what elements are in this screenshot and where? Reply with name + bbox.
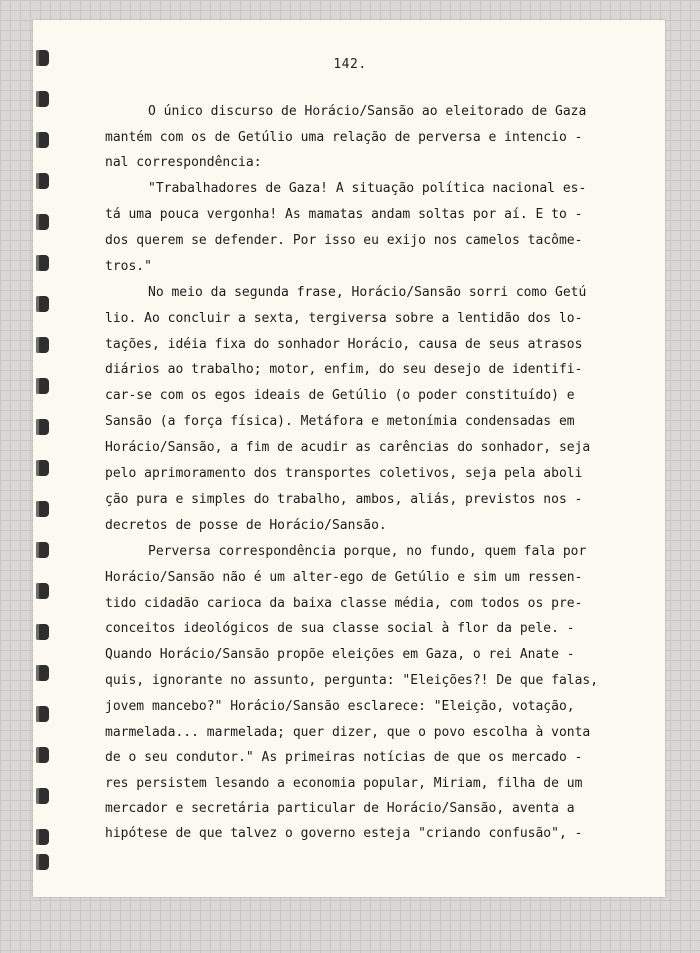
binding-hole — [36, 665, 49, 681]
text-line: Perversa correspondência porque, no fundo, quem fala por — [148, 544, 587, 559]
binding-hole — [36, 214, 49, 230]
text-line: diários ao trabalho; motor, enfim, do seu desejo de identifi- — [105, 362, 583, 377]
binding-hole — [36, 337, 49, 353]
binding-hole — [36, 706, 49, 722]
text-line: mantém com os de Getúlio uma relação de perversa e intencio - — [105, 130, 583, 145]
text-line: jovem mancebo?" Horácio/Sansão esclarece: "Eleição, votação, — [105, 699, 575, 714]
binding-hole — [36, 501, 49, 517]
text-line: car-se com os egos ideais de Getúlio (o poder constituído) e — [105, 388, 575, 403]
binding-hole — [36, 788, 49, 804]
text-line: Sansão (a força física). Metáfora e metonímia condensadas em — [105, 414, 575, 429]
text-line: de o seu condutor." As primeiras notícias de que os mercado - — [105, 750, 583, 765]
page-number: 142. — [333, 57, 367, 72]
text-line: pelo aprimoramento dos transportes coletivos, seja pela aboli — [105, 466, 583, 481]
text-line: Quando Horácio/Sansão propõe eleições em Gaza, o rei Anate - — [105, 647, 575, 662]
text-line: tá uma pouca vergonha! As mamatas andam soltas por aí. E to - — [105, 207, 583, 222]
binding-hole — [36, 829, 49, 845]
binding-hole — [36, 91, 49, 107]
text-line: marmelada... marmelada; quer dizer, que o povo escolha à vonta — [105, 725, 591, 740]
binding-hole — [36, 173, 49, 189]
binding-hole — [36, 460, 49, 476]
text-line: tações, idéia fixa do sonhador Horácio, causa de seus atrasos — [105, 337, 583, 352]
text-line: "Trabalhadores de Gaza! A situação política nacional es- — [148, 181, 587, 196]
binding-hole — [36, 378, 49, 394]
spiral-binding — [36, 50, 50, 870]
binding-hole — [36, 624, 49, 640]
binding-hole — [36, 296, 49, 312]
text-line: mercador e secretária particular de Horácio/Sansão, aventa a — [105, 801, 575, 816]
text-line: hipótese de que talvez o governo esteja "criando confusão", - — [105, 826, 583, 841]
text-line: No meio da segunda frase, Horácio/Sansão sorri como Getú — [148, 285, 587, 300]
binding-hole — [36, 747, 49, 763]
binding-hole — [36, 854, 49, 870]
text-line: quis, ignorante no assunto, pergunta: "Eleições?! De que falas, — [105, 673, 599, 688]
binding-hole — [36, 419, 49, 435]
text-line: ção pura e simples do trabalho, ambos, aliás, previstos nos - — [105, 492, 583, 507]
binding-hole — [36, 255, 49, 271]
text-line: nal correspondência: — [105, 155, 262, 170]
text-line: tido cidadão carioca da baixa classe média, com todos os pre- — [105, 596, 583, 611]
text-line: conceitos ideológicos de sua classe social à flor da pele. - — [105, 621, 575, 636]
text-line: Horácio/Sansão não é um alter-ego de Getúlio e sim um ressen- — [105, 570, 583, 585]
text-line: dos querem se defender. Por isso eu exijo nos camelos tacôme- — [105, 233, 583, 248]
binding-hole — [36, 132, 49, 148]
binding-hole — [36, 542, 49, 558]
text-line: tros." — [105, 259, 152, 274]
text-line: O único discurso de Horácio/Sansão ao eleitorado de Gaza — [148, 104, 587, 119]
text-line: lio. Ao concluir a sexta, tergiversa sobre a lentidão dos lo- — [105, 311, 583, 326]
text-line: Horácio/Sansão, a fim de acudir as carências do sonhador, seja — [105, 440, 591, 455]
text-line: decretos de posse de Horácio/Sansão. — [105, 518, 387, 533]
text-line: res persistem lesando a economia popular, Miriam, filha de um — [105, 776, 583, 791]
binding-hole — [36, 583, 49, 599]
